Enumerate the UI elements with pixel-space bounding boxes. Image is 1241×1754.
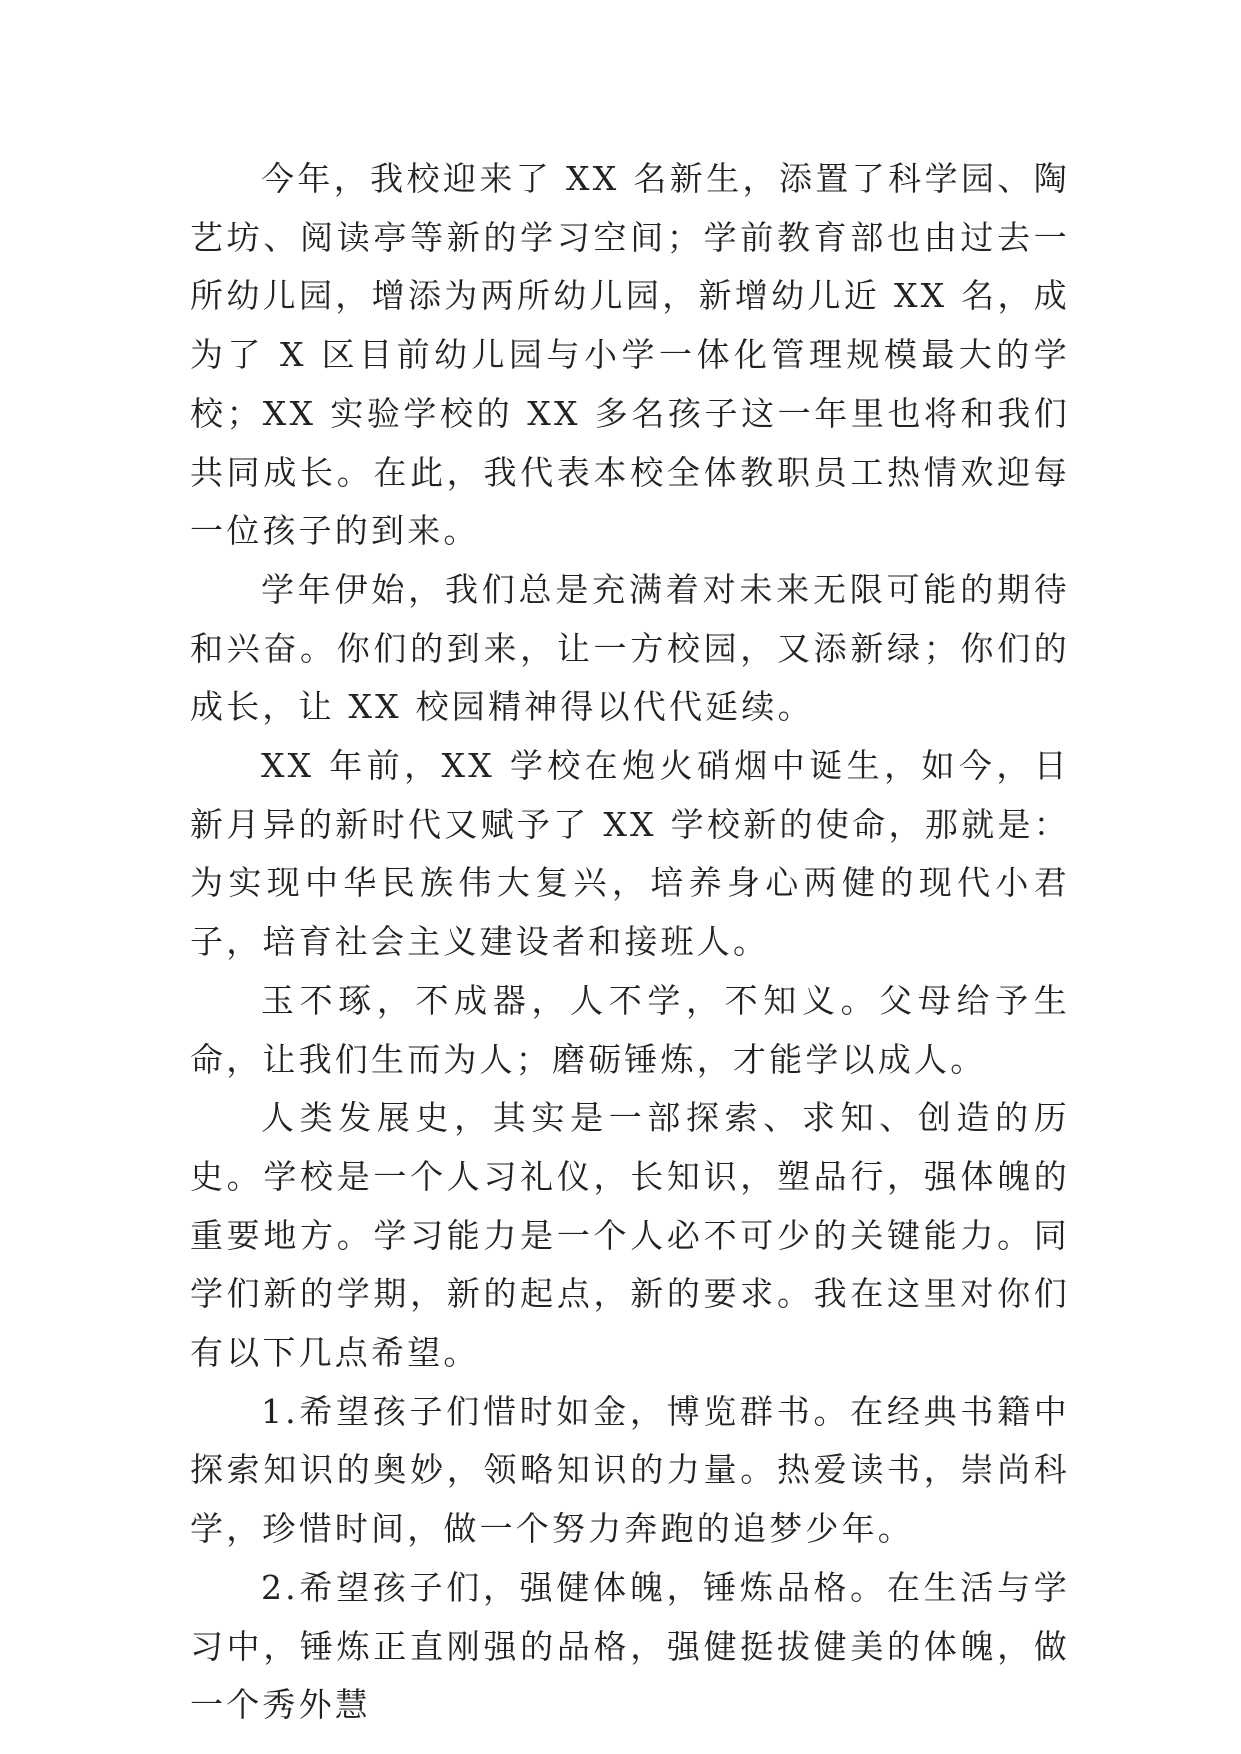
paragraph-human-history: 人类发展史，其实是一部探索、求知、创造的历史。学校是一个人习礼仪，长知识，塑品行，强体魄的重要地方。学习能力是一个人必不可少的关键能力。同学们新的学期，新的起点，新的要求。我在这里对你们有以下几点希望。 bbox=[190, 1098, 1070, 1373]
paragraph-new-year: 学年伊始，我们总是充满着对未来无限可能的期待和兴奋。你们的到来，让一方校园，又添新绿；你们的成长，让 XX 校园精神得以代代延续。 bbox=[190, 569, 1070, 727]
paragraph-welcome: 今年，我校迎来了 XX 名新生，添置了科学园、陶艺坊、阅读亭等新的学习空间；学前教育部也由过去一所幼儿园，增添为两所幼儿园，新增幼儿近 XX 名，成为了 X 区目前幼儿园与小学一体化管理规模最大的学校；XX 实验学校的 XX 多名孩子这一年里也将和我们共同成长。在此，我代表本校全体教职员工热情欢迎每一位孩子的到来。 bbox=[190, 159, 1070, 551]
paragraph-proverb: 玉不琢，不成器，人不学，不知义。父母给予生命，让我们生而为人；磨砺锤炼，才能学以成人。 bbox=[190, 980, 1070, 1079]
document-body bbox=[190, 150, 1070, 1735]
paragraph-hope-2: 2.希望孩子们，强健体魄，锤炼品格。在生活与学习中，锤炼正直刚强的品格，强健挺拔健美的体魄，做一个秀外慧 bbox=[190, 1567, 1070, 1725]
paragraph-hope-1: 1.希望孩子们惜时如金，博览群书。在经典书籍中探索知识的奥妙，领略知识的力量。热爱读书，崇尚科学，珍惜时间，做一个努力奔跑的追梦少年。 bbox=[190, 1391, 1070, 1549]
paragraph-school-history: XX 年前，XX 学校在炮火硝烟中诞生，如今，日新月异的新时代又赋予了 XX 学校新的使命，那就是：为实现中华民族伟大复兴，培养身心两健的现代小君子，培育社会主义建设者和接班人。 bbox=[190, 746, 1070, 962]
